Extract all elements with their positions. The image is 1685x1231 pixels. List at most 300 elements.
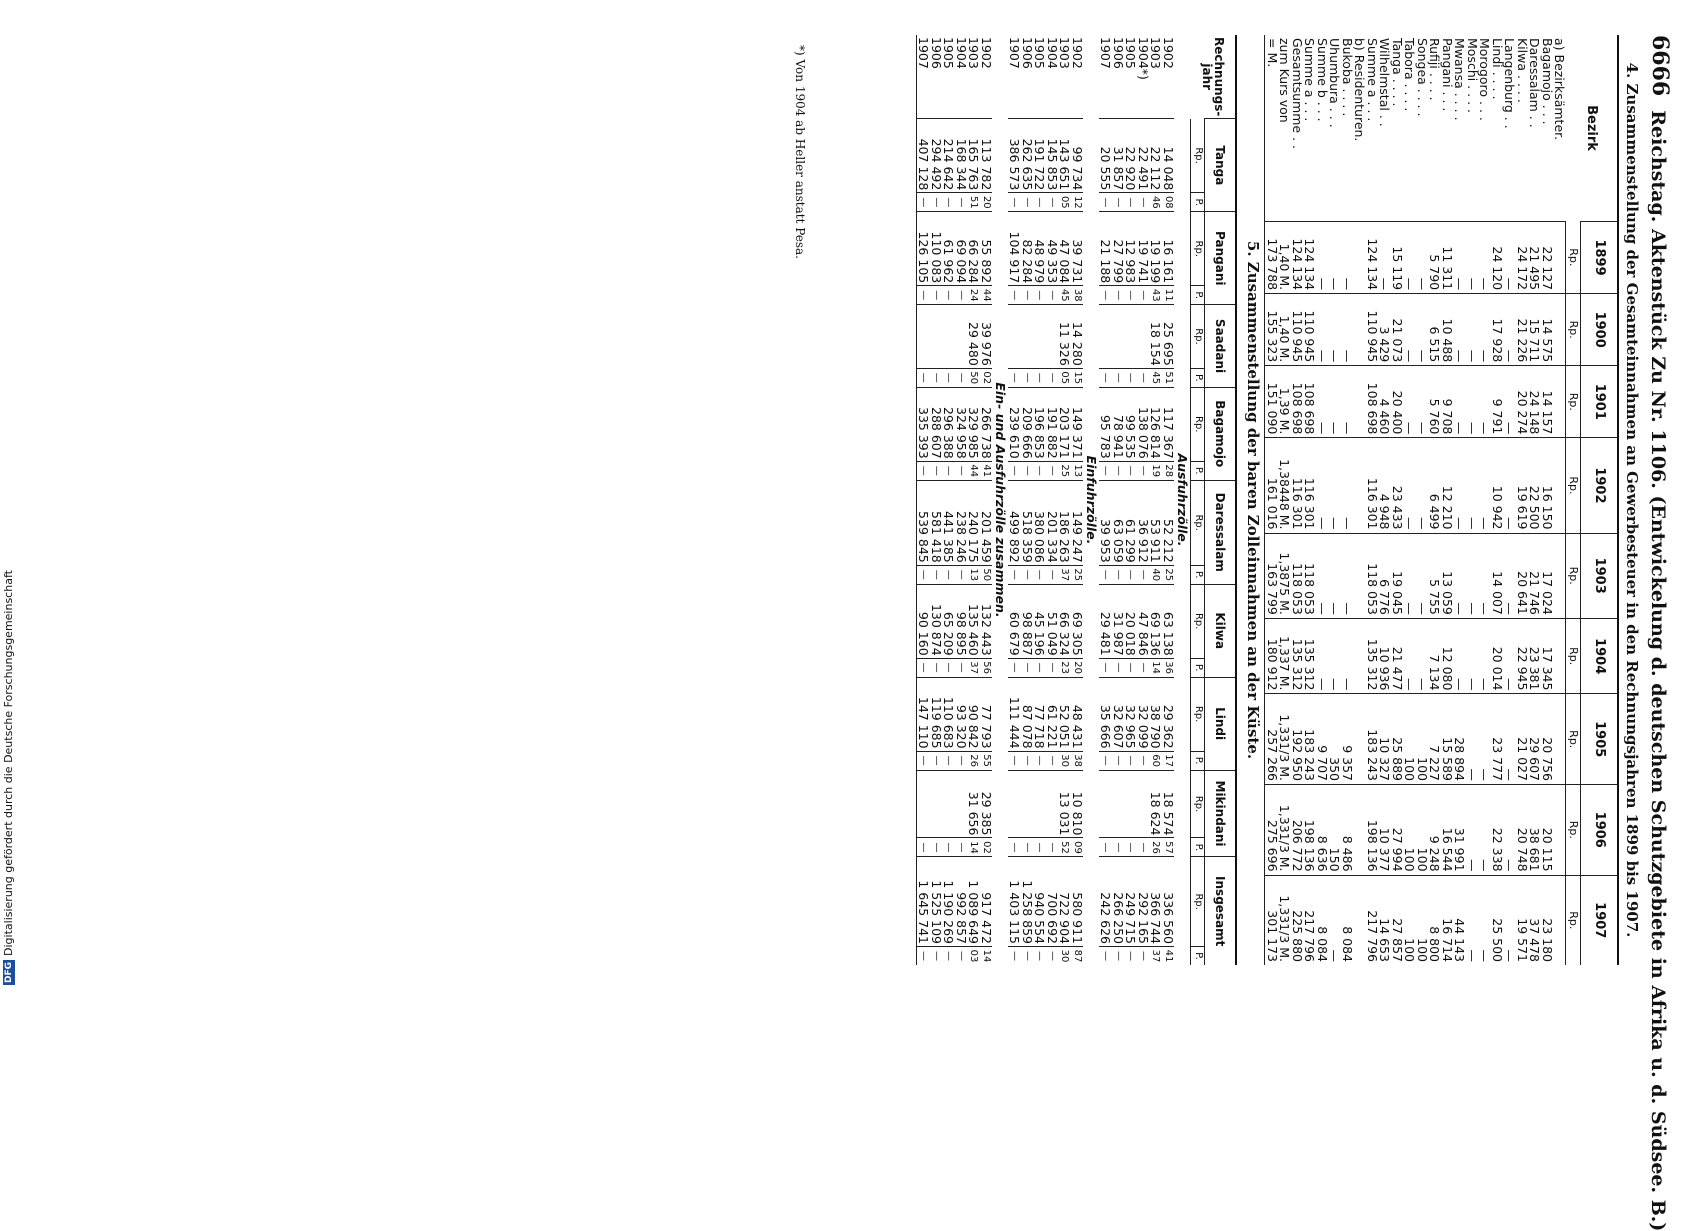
table-cell: 17 928 — [1491, 294, 1504, 366]
amount-pf: — — [1124, 565, 1137, 584]
amount-rp: 47 846 — [1137, 584, 1150, 658]
amount-pf: — — [1112, 368, 1125, 387]
amount-rp: 18 154 — [1149, 305, 1162, 369]
amount-pf: — — [1033, 565, 1046, 584]
table-cell: — — [1341, 618, 1354, 694]
table-cell: 100 — [1403, 875, 1416, 965]
table-row — [1112, 35, 1125, 965]
amount-rp: 292 165 — [1137, 857, 1150, 947]
table-cell: 16 150 — [1541, 438, 1554, 533]
amount-rp: 11 326 — [1058, 305, 1071, 369]
amount-pf: 37 — [1058, 565, 1071, 584]
amount-pf: — — [955, 368, 968, 387]
amount-pf: 37 — [967, 658, 980, 677]
table-row — [1071, 35, 1084, 965]
table-row — [1021, 35, 1034, 965]
table-cell: 301 173 — [1265, 875, 1278, 965]
table-cell: — — [1466, 694, 1479, 785]
amount-pf: — — [917, 193, 930, 212]
amount-pf: 44 — [980, 286, 993, 305]
table-cell: 198 136 — [1303, 785, 1316, 876]
amount-rp: 201 459 — [980, 480, 993, 565]
row-year: 1902 — [1070, 37, 1085, 69]
amount-rp: 69 136 — [1149, 584, 1162, 658]
amount-rp: 196 853 — [1033, 387, 1046, 461]
table-cell: 108 698 — [1303, 366, 1316, 438]
digitization-credit — [2, 570, 15, 985]
row-year: 1905 — [1032, 37, 1048, 69]
table-row — [955, 35, 968, 965]
amount-pf: 51 — [967, 193, 980, 212]
amount-rp: 31 857 — [1112, 119, 1125, 193]
row-label: a) Bezirksämter. — [1552, 38, 1568, 141]
amount-pf: 14 — [980, 947, 993, 966]
table-cell: 350 — [1328, 694, 1341, 785]
amount-rp: 336 560 — [1162, 857, 1175, 947]
amount-rp: 39 953 — [1099, 480, 1112, 565]
amount-rp: 143 651 — [1058, 119, 1071, 193]
amount-pf: — — [1033, 658, 1046, 677]
table-cell: 12 210 — [1441, 438, 1454, 533]
amount-rp: 1 258 859 — [1021, 857, 1034, 947]
table-cell: 23 433 — [1391, 438, 1404, 533]
table-cell: 5 790 — [1428, 222, 1441, 294]
table-row — [1441, 35, 1454, 965]
amount-rp: 580 911 — [1071, 857, 1084, 947]
amount-pf: — — [1124, 193, 1137, 212]
amount-pf: 12 — [1071, 193, 1084, 212]
table-cell: 23 777 — [1491, 694, 1504, 785]
amount-pf: 87 — [1071, 947, 1084, 966]
table-cell: 1,39 M. — [1278, 366, 1291, 438]
footnote: *) Von 1904 ab Heller anstatt Pesa. — [793, 45, 807, 259]
amount-pf: — — [930, 461, 943, 480]
amount-pf: — — [955, 565, 968, 584]
amount-rp: 95 783 — [1099, 387, 1112, 461]
amount-pf: 43 — [1149, 286, 1162, 305]
unit-label: P. — [1191, 368, 1205, 387]
amount-pf: — — [930, 751, 943, 770]
unit-label: P. — [1191, 947, 1205, 966]
amount-pf: — — [930, 947, 943, 966]
table-cell: — — [1503, 438, 1516, 533]
amount-pf: 14 — [967, 838, 980, 857]
amount-pf: — — [930, 368, 943, 387]
table-cell: — — [1453, 222, 1466, 294]
table-cell: 6 499 — [1428, 438, 1441, 533]
table-cell: 20 014 — [1491, 618, 1504, 694]
table-cell: — — [1503, 294, 1516, 366]
table-cell: — — [1466, 294, 1479, 366]
amount-rp: 240 175 — [967, 480, 980, 565]
section-row — [1174, 35, 1191, 965]
table-cell: — — [1328, 222, 1341, 294]
amount-rp: 12 983 — [1124, 212, 1137, 286]
amount-rp — [1137, 770, 1150, 838]
table-row — [1291, 35, 1304, 965]
table-cell: 21 073 — [1391, 294, 1404, 366]
amount-rp — [1033, 305, 1046, 369]
amount-pf: — — [1124, 461, 1137, 480]
row-label: Summe a . . . — [1302, 38, 1318, 122]
table-cell: — — [1503, 694, 1516, 785]
row-label: Morogoro . . . — [1477, 38, 1493, 121]
unit-label: Rp. — [1191, 480, 1205, 565]
amount-rp — [1046, 770, 1059, 838]
table-cell: 14 653 — [1378, 875, 1391, 965]
table-cell: 9 708 — [1441, 366, 1454, 438]
table-row — [1466, 35, 1479, 965]
amount-rp: 51 049 — [1046, 584, 1059, 658]
table-cell: — — [1316, 533, 1329, 618]
amount-pf: — — [1008, 286, 1021, 305]
table-cell: 1,337 M. — [1278, 618, 1291, 694]
place-header: Insgesamt — [1205, 857, 1237, 965]
section-heading: Ein- und Ausfuhrzölle zusammen. — [993, 382, 1009, 618]
table-cell: 1,331/3 M. — [1278, 785, 1291, 876]
table-cell: — — [1478, 694, 1491, 785]
amount-pf: 52 — [1058, 838, 1071, 857]
table-cell: — — [1416, 618, 1429, 694]
amount-pf: 13 — [1071, 461, 1084, 480]
table-cell: 118 053 — [1303, 533, 1316, 618]
table-cell: — — [1316, 438, 1329, 533]
row-year: 1902 — [1161, 37, 1176, 69]
table-cell: 150 — [1328, 785, 1341, 876]
table-cell: 217 796 — [1366, 875, 1379, 965]
amount-pf: — — [1046, 658, 1059, 677]
unit-label: Rp. — [1566, 294, 1581, 366]
amount-rp: 117 367 — [1162, 387, 1175, 461]
year-header: 1903 — [1581, 533, 1619, 618]
table-cell: — — [1466, 222, 1479, 294]
amount-pf: — — [917, 461, 930, 480]
amount-pf: — — [1112, 947, 1125, 966]
table-cell: 21 226 — [1516, 294, 1529, 366]
amount-rp — [1008, 770, 1021, 838]
table-row — [1416, 35, 1429, 965]
amount-pf: — — [1021, 565, 1034, 584]
table-cell: 206 772 — [1291, 785, 1304, 876]
table-cell: 21 027 — [1516, 694, 1529, 785]
table-cell: — — [1341, 222, 1354, 294]
amount-rp: 111 444 — [1008, 677, 1021, 751]
row-label: b) Residenturen. — [1352, 38, 1368, 142]
amount-rp: 55 892 — [980, 212, 993, 286]
amount-rp: 324 958 — [955, 387, 968, 461]
amount-rp: 60 679 — [1008, 584, 1021, 658]
table-cell: 116 301 — [1366, 438, 1379, 533]
unit-label: Rp. — [1191, 677, 1205, 751]
amount-rp: 110 683 — [942, 677, 955, 751]
table-cell: — — [1466, 438, 1479, 533]
unit-label: Rp. — [1191, 387, 1205, 461]
amount-pf: — — [1008, 658, 1021, 677]
table-cell: 21 495 — [1528, 222, 1541, 294]
table-cell: 10 327 — [1378, 694, 1391, 785]
amount-rp — [930, 305, 943, 369]
amount-pf: — — [1137, 751, 1150, 770]
place-header: Tanga — [1205, 119, 1237, 212]
page-header — [1647, 35, 1677, 1231]
amount-rp: 130 874 — [930, 584, 943, 658]
table-row — [1137, 35, 1150, 965]
table-cell: — — [1403, 294, 1416, 366]
table-cell: — — [1478, 294, 1491, 366]
amount-rp: 242 626 — [1099, 857, 1112, 947]
table-cell: 135 312 — [1291, 618, 1304, 694]
table-cell: — — [1328, 533, 1341, 618]
unit-label: Rp. — [1566, 618, 1581, 694]
amount-pf: — — [1137, 193, 1150, 212]
amount-pf: — — [1137, 658, 1150, 677]
amount-pf: — — [1099, 751, 1112, 770]
amount-pf: 23 — [1058, 658, 1071, 677]
page-number: 6666 — [1647, 35, 1673, 97]
amount-pf: — — [930, 838, 943, 857]
row-label: Songea . . . . — [1415, 38, 1430, 117]
amount-pf: — — [917, 658, 930, 677]
table-row — [1353, 35, 1366, 965]
table-cell: 24 120 — [1491, 222, 1504, 294]
table-cell: — — [1403, 366, 1416, 438]
amount-rp: 25 695 — [1162, 305, 1175, 369]
table-cell: 1,38448 M. — [1278, 438, 1291, 533]
table-cell: 27 857 — [1391, 875, 1404, 965]
unit-label: P. — [1191, 286, 1205, 305]
amount-rp: 168 344 — [955, 119, 968, 193]
amount-rp: 31 656 — [967, 770, 980, 838]
table-cell: 124 134 — [1303, 222, 1316, 294]
table-cell: 11 311 — [1441, 222, 1454, 294]
table-cell: 15 119 — [1391, 222, 1404, 294]
unit-label: Rp. — [1566, 694, 1581, 785]
row-year: 1905 — [941, 37, 957, 69]
amount-pf: 38 — [1071, 286, 1084, 305]
table-row — [1391, 35, 1404, 965]
amount-pf: — — [955, 838, 968, 857]
amount-pf: — — [955, 461, 968, 480]
table-cell: — — [1453, 533, 1466, 618]
credit-text: Digitalisierung gefördert durch die Deutsche Forschungsgemeinschaft — [2, 570, 15, 956]
year-header: 1904 — [1581, 618, 1619, 694]
amount-pf: 20 — [980, 193, 993, 212]
amount-rp: 147 110 — [917, 677, 930, 751]
amount-pf: 11 — [1162, 286, 1175, 305]
amount-rp: 52 212 — [1162, 480, 1175, 565]
row-year: 1903 — [966, 37, 982, 69]
amount-pf: 05 — [1058, 368, 1071, 387]
amount-rp: 262 635 — [1021, 119, 1034, 193]
table-cell: 161 016 — [1265, 438, 1278, 533]
amount-rp: 186 263 — [1058, 480, 1071, 565]
amount-rp: 19 741 — [1137, 212, 1150, 286]
table-cell: — — [1316, 222, 1329, 294]
amount-rp: 32 965 — [1124, 677, 1137, 751]
row-label: Tanga . . . . — [1390, 38, 1405, 107]
year-header: 1905 — [1581, 694, 1619, 785]
amount-rp — [942, 770, 955, 838]
unit-label: Rp. — [1191, 305, 1205, 369]
amount-pf: 28 — [1162, 461, 1175, 480]
amount-rp: 22 920 — [1124, 119, 1137, 193]
amount-rp: 18 574 — [1162, 770, 1175, 838]
row-label: = M. — [1265, 35, 1278, 222]
amount-pf: — — [1033, 947, 1046, 966]
table-cell: 9 248 — [1428, 785, 1441, 876]
table-cell: 116 301 — [1291, 438, 1304, 533]
amount-rp: 61 962 — [942, 212, 955, 286]
amount-rp: 63 138 — [1162, 584, 1175, 658]
amount-rp: 119 685 — [930, 677, 943, 751]
unit-label: Rp. — [1191, 770, 1205, 838]
table-cell: 4 948 — [1378, 438, 1391, 533]
amount-rp — [917, 305, 930, 369]
amount-pf: — — [1033, 286, 1046, 305]
amount-rp: 581 418 — [930, 480, 943, 565]
table-cell: 3 429 — [1378, 294, 1391, 366]
amount-rp: 19 199 — [1149, 212, 1162, 286]
amount-rp: 35 666 — [1099, 677, 1112, 751]
amount-pf: — — [1137, 461, 1150, 480]
amount-rp: 145 853 — [1046, 119, 1059, 193]
amount-rp: 132 443 — [980, 584, 993, 658]
amount-pf: 05 — [1058, 193, 1071, 212]
section-row — [1083, 35, 1099, 965]
amount-rp: 149 371 — [1071, 387, 1084, 461]
table-cell: 10 377 — [1378, 785, 1391, 876]
amount-pf: — — [1137, 565, 1150, 584]
amount-pf: 14 — [1149, 658, 1162, 677]
table-cell: 9 357 — [1341, 694, 1354, 785]
amount-pf: — — [1099, 658, 1112, 677]
table-cell: 21 477 — [1391, 618, 1404, 694]
table-cell: 20 400 — [1391, 366, 1404, 438]
amount-pf: 20 — [1071, 658, 1084, 677]
table-row — [1516, 35, 1529, 965]
table-cell: 108 698 — [1366, 366, 1379, 438]
amount-pf: — — [942, 368, 955, 387]
amount-rp — [1021, 305, 1034, 369]
place-header: Pangani — [1205, 212, 1237, 305]
amount-rp: 49 353 — [1046, 212, 1059, 286]
amount-rp: 69 305 — [1071, 584, 1084, 658]
dfg-logo: DFG — [3, 961, 14, 983]
table-cell: 25 889 — [1391, 694, 1404, 785]
unit-label: P. — [1191, 565, 1205, 584]
row-label: Pangani . . . — [1440, 38, 1455, 112]
amount-rp: 294 492 — [930, 119, 943, 193]
amount-rp: 29 480 — [967, 305, 980, 369]
amount-pf: — — [1124, 947, 1137, 966]
table-cell: — — [1416, 222, 1429, 294]
table-cell: — — [1478, 438, 1491, 533]
amount-pf: 41 — [980, 461, 993, 480]
row-year: 1902 — [979, 37, 994, 69]
amount-rp: 47 084 — [1058, 212, 1071, 286]
amount-rp: 65 209 — [942, 584, 955, 658]
amount-pf: 41 — [1162, 947, 1175, 966]
amount-rp: 61 299 — [1124, 480, 1137, 565]
table-cell: 135 312 — [1366, 618, 1379, 694]
amount-pf: — — [1046, 193, 1059, 212]
amount-pf: 26 — [1149, 838, 1162, 857]
table-cell: 110 945 — [1366, 294, 1379, 366]
amount-rp: 87 078 — [1021, 677, 1034, 751]
amount-pf: — — [1112, 565, 1125, 584]
table-cell: 225 880 — [1291, 875, 1304, 965]
table-cell: 183 243 — [1303, 694, 1316, 785]
amount-rp: 48 979 — [1033, 212, 1046, 286]
table-row — [980, 35, 993, 965]
row-year: 1906 — [1111, 37, 1126, 69]
table-cell: 20 274 — [1516, 366, 1529, 438]
amount-pf: — — [1008, 193, 1021, 212]
amount-pf: — — [1046, 838, 1059, 857]
amount-rp — [1099, 305, 1112, 369]
amount-pf: — — [1021, 947, 1034, 966]
amount-pf: 50 — [980, 565, 993, 584]
table-cell: 31 991 — [1453, 785, 1466, 876]
table-cell: 15 711 — [1528, 294, 1541, 366]
amount-pf: — — [955, 751, 968, 770]
amount-pf: 57 — [1162, 838, 1175, 857]
table-row — [1265, 35, 1278, 965]
page-inner — [481, 35, 1677, 1231]
row-label: Moschi . . . . — [1465, 38, 1480, 113]
table-cell: — — [1453, 294, 1466, 366]
amount-rp: 99 734 — [1071, 119, 1084, 193]
section-heading: Ausfuhrzölle. — [1175, 453, 1191, 547]
amount-pf: — — [917, 947, 930, 966]
row-year: 1906 — [929, 37, 944, 69]
amount-pf: — — [1046, 565, 1059, 584]
amount-rp: 90 842 — [967, 677, 980, 751]
amount-pf: — — [1099, 368, 1112, 387]
amount-pf: — — [1137, 838, 1150, 857]
table-cell: 257 266 — [1265, 694, 1278, 785]
table-cell: 5 755 — [1428, 533, 1441, 618]
amount-rp: 266 250 — [1112, 857, 1125, 947]
amount-pf: — — [1099, 565, 1112, 584]
table-cell: — — [1503, 618, 1516, 694]
table-row — [1162, 35, 1175, 965]
table-cell: — — [1503, 533, 1516, 618]
table-cell: — — [1478, 618, 1491, 694]
place-header: Lindi — [1205, 677, 1237, 770]
table-cell: 25 500 — [1491, 875, 1504, 965]
row-label: Summe b . . . — [1315, 38, 1330, 122]
amount-pf: — — [942, 658, 955, 677]
amount-rp: 992 857 — [955, 857, 968, 947]
table-row — [1341, 35, 1354, 965]
table-cell: — — [1378, 222, 1391, 294]
table-cell: 110 945 — [1303, 294, 1316, 366]
amount-rp: 32 099 — [1137, 677, 1150, 751]
amount-pf: 55 — [980, 751, 993, 770]
row-label: zum Kurs von — [1277, 38, 1293, 123]
amount-pf: 24 — [967, 286, 980, 305]
amount-pf: — — [942, 838, 955, 857]
amount-pf: 25 — [1058, 461, 1071, 480]
amount-rp: 135 460 — [967, 584, 980, 658]
table-cell: 9 707 — [1316, 694, 1329, 785]
unit-label: Rp. — [1191, 119, 1205, 193]
row-year: 1907 — [1098, 37, 1114, 69]
table-cell: 151 090 — [1265, 366, 1278, 438]
amount-pf: 36 — [1162, 658, 1175, 677]
amount-pf: 13 — [967, 565, 980, 584]
